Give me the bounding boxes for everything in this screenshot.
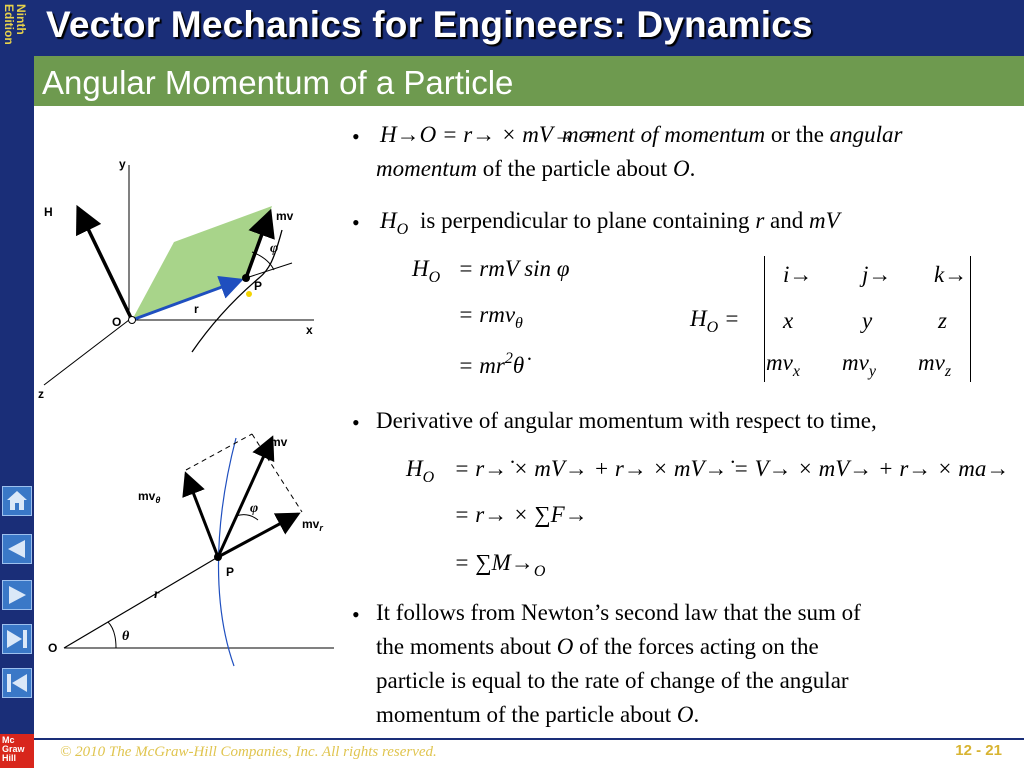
deriv-eq3: = $\sum M\to_O$ [454, 550, 546, 580]
copyright-text: © 2010 The McGraw-Hill Companies, Inc. All rights reserved. [60, 744, 437, 760]
label-r: r [194, 302, 199, 316]
origin-point [129, 317, 136, 324]
label-mv2: mv [270, 435, 288, 449]
page-number: 12 - 21 [955, 742, 1002, 759]
det-k: k→ [934, 262, 968, 287]
mv-r-vector [218, 514, 298, 557]
bullet-1-line-2: momentum of the particle about O. [376, 156, 696, 181]
dashed-line-1 [186, 434, 252, 470]
slide-subtitle: Angular Momentum of a Particle [42, 64, 514, 101]
det-x: x [783, 308, 794, 333]
mv-vector-2 [218, 438, 272, 557]
title-bar [34, 0, 1024, 56]
det-mvx: $mv_x$ [766, 350, 800, 380]
figure-velocity-components [34, 430, 344, 670]
bullet-4-line-4: momentum of the particle about O. [376, 702, 700, 727]
subtitle-bar [34, 56, 1024, 106]
home-button[interactable] [2, 486, 32, 516]
label-mvtheta: $mv_\theta$ [138, 489, 161, 505]
ho-vector [78, 208, 132, 320]
det-j: j→ [862, 262, 892, 287]
slide-title: Vector Mechanics for Engineers: Dynamics [46, 4, 813, 45]
ho-scalar-eq1: = rmV sin φ [458, 256, 570, 281]
label-z: z [38, 387, 44, 401]
bullet-2-line: is perpendicular to plane containing r and mV [420, 208, 840, 233]
det-right-bar [970, 256, 971, 382]
sidebar [0, 0, 34, 768]
footer-divider [34, 738, 1024, 740]
det-i: i→ [783, 262, 813, 287]
z-axis [44, 320, 129, 385]
label-p2: P [226, 565, 235, 579]
last-slide-button[interactable] [2, 624, 32, 654]
prev-slide-button[interactable] [2, 534, 32, 564]
label-o2: O [48, 641, 58, 655]
edition-label [0, 4, 32, 68]
mv-theta-vector [186, 474, 218, 557]
det-mvz: $mv_z$ [918, 350, 952, 380]
next-arrow-icon [3, 581, 31, 609]
deriv-eq2: = r→ × ∑F→ [454, 502, 588, 527]
particle-marker [246, 291, 252, 297]
bullet-3-text: Derivative of angular momentum with respect to time, [376, 408, 877, 433]
det-mvy: $mv_y$ [842, 350, 876, 380]
label-mvr: $mv_r$ [302, 517, 323, 533]
first-arrow-icon [3, 669, 31, 697]
deriv-eq1: = r→̇ × mV→ + r→ × mV→̇ = V→ × mV→ + r→ × ma→ [454, 456, 1010, 481]
bullet-1-dot: • [352, 124, 360, 149]
label-mv: mv [276, 209, 294, 223]
bullet-4-line-3: particle is equal to the rate of change of the angular [376, 668, 849, 693]
bullet-2-ho: $H_O$ [380, 208, 409, 238]
bullet-4-dot: • [352, 602, 360, 627]
label-r2: r [154, 587, 160, 602]
deriv-lhs: $H_O$ [406, 456, 435, 486]
label-theta: θ [122, 629, 130, 644]
bullet-4-line-1: It follows from Newton’s second law that the sum of [376, 600, 861, 625]
ho-scalar-lhs: $H_O$ [412, 256, 441, 286]
ho-scalar-eq2: = rmv$_\theta$ [458, 302, 523, 332]
last-arrow-icon [3, 625, 31, 653]
first-slide-button[interactable] [2, 668, 32, 698]
det-y: y [862, 308, 873, 333]
det-left-bar [764, 256, 765, 382]
ho-scalar-eq3: = $mr^2\thetȧ$ [458, 350, 525, 378]
det-lhs: $H_O$ = [690, 306, 740, 336]
home-icon [3, 487, 31, 515]
label-o: O [112, 315, 122, 329]
r-line [64, 557, 218, 648]
bullet-1-line-1: moment of momentum or the angular [562, 122, 903, 147]
label-phi2: φ [250, 501, 259, 516]
next-slide-button[interactable] [2, 580, 32, 610]
particle-point-2 [214, 553, 222, 561]
figure-angular-momentum-3d [34, 130, 344, 410]
label-phi: φ [270, 241, 279, 256]
bullet-3-dot: • [352, 410, 360, 435]
edition-ninth: Ninth [14, 4, 28, 35]
particle-point [242, 274, 250, 282]
logo-line-1: Mc [2, 735, 15, 745]
edition-word: Edition [2, 4, 16, 45]
bullet-4-line-2: the moments about O of the forces acting on the [376, 634, 819, 659]
det-z: z [938, 308, 947, 333]
bullet-2-dot: • [352, 210, 360, 235]
prev-arrow-icon [3, 535, 31, 563]
label-y: y [119, 157, 126, 171]
theta-arc [108, 622, 116, 648]
logo-line-2: Graw [2, 744, 25, 754]
mcgraw-hill-logo [0, 734, 34, 768]
label-p: P [254, 279, 263, 293]
label-x: x [306, 323, 313, 337]
label-ho: H [44, 205, 53, 219]
bullet-1-equation: H→O = r→ × mV→ = [380, 122, 598, 147]
logo-line-3: Hill [2, 753, 17, 763]
